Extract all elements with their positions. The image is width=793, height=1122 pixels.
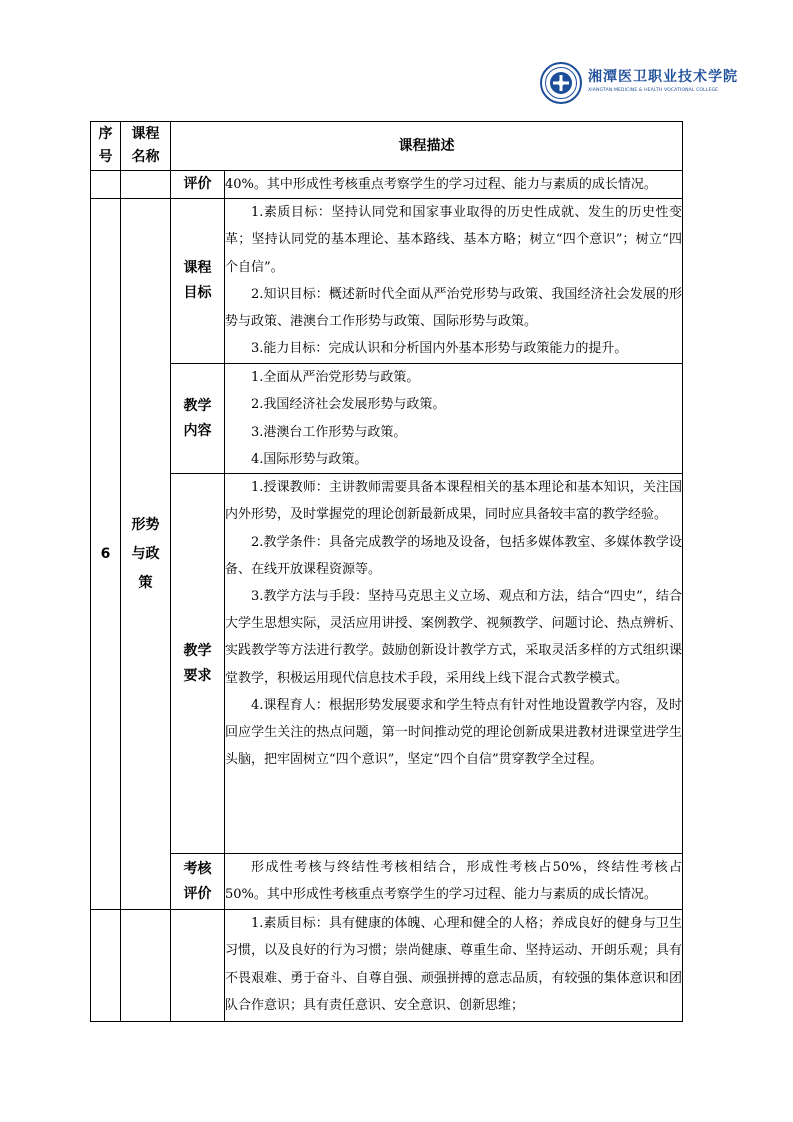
section-label: 评价	[171, 171, 225, 199]
assessment-row	[91, 854, 683, 910]
college-emblem-icon	[540, 62, 582, 104]
section-text: 形成性考核与终结性考核相结合，形成性考核占50%，终结性考核占50%。其中形成性考核重点考察学生的学习过程、能力与素质的成长情况。	[225, 854, 683, 910]
table-header-row	[91, 122, 683, 171]
section-label: 教学 要求	[171, 474, 225, 854]
section-text: 1.全面从严治党形势与政策。 2.我国经济社会发展形势与政策。 3.港澳台工作形势与政策。 4.国际形势与政策。	[225, 364, 683, 474]
teaching-requirements-row	[91, 474, 683, 854]
section-text: 1.素质目标：具有健康的体魄、心理和健全的人格；养成良好的健身与卫生习惯，以及良好的行为习惯；崇尚健康、尊重生命、坚持运动、开朗乐观；具有不畏艰难、勇于奋斗、自尊自强、顽强拼搏的意志品质，有较强的集体意识和团队合作意识；具有责任意识、安全意识、创新思维；	[225, 910, 683, 1022]
course-name: 形势 与政 策	[121, 199, 171, 910]
section-text: 1.授课教师：主讲教师需要具备本课程相关的基本理论和基本知识，关注国内外形势，及时掌握党的理论创新最新成果，同时应具备较丰富的教学经验。 2.教学条件：具备完成教学的场地及设备，包括多媒体教室、多媒体教学设备、在线开放课程资源等。 3.教学方法与手段：坚持马克思主义立场、观点和方法，结合“四史”，结合大学生思想实际，灵活应用讲授、案例教学、视频教学、问题讨论、热点辨析、实践教学等方法进行教学。鼓励创新设计教学方式，采取灵活多样的方式组织课堂教学，积极运用现代信息技术手段，采用线上线下混合式教学模式。 4.课程育人：根据形势发展要求和学生特点有针对性地设置教学内容，及时回应学生关注的热点问题，第一时间推动党的理论创新成果进教材进课堂进学生头脑，把牢固树立“四个意识”，坚定“四个自信”贯穿教学全过程。	[225, 474, 683, 854]
college-name-en: XIANGTAN MEDICINE & HEALTH VOCATIONAL COLLEGE	[588, 88, 719, 93]
college-name-cn: 湘潭医卫职业技术学院	[588, 69, 738, 85]
section-label: 考核 评价	[171, 854, 225, 910]
next-course-row	[91, 910, 683, 1022]
college-logo	[540, 62, 738, 106]
header-desc: 课程描述	[171, 122, 683, 171]
section-label: 教学 内容	[171, 364, 225, 474]
course-goal-row	[91, 199, 683, 364]
continued-eval-row	[91, 171, 683, 199]
header-num: 序 号	[91, 122, 121, 171]
section-label: 课程 目标	[171, 199, 225, 364]
section-text: 1.素质目标：坚持认同党和国家事业取得的历史性成就、发生的历史性变革；坚持认同党的基本理论、基本路线、基本方略；树立“四个意识”；树立“四个自信”。 2.知识目标：概述新时代全面从严治党形势与政策、我国经济社会发展的形势与政策、港澳台工作形势与政策、国际形势与政策。 3.能力目标：完成认识和分析国内外基本形势与政策能力的提升。	[225, 199, 683, 364]
course-table	[90, 121, 683, 1022]
section-text: 40%。其中形成性考核重点考察学生的学习过程、能力与素质的成长情况。	[225, 171, 683, 199]
header-name: 课程 名称	[121, 122, 171, 171]
course-number: 6	[91, 199, 121, 910]
teaching-content-row	[91, 364, 683, 474]
